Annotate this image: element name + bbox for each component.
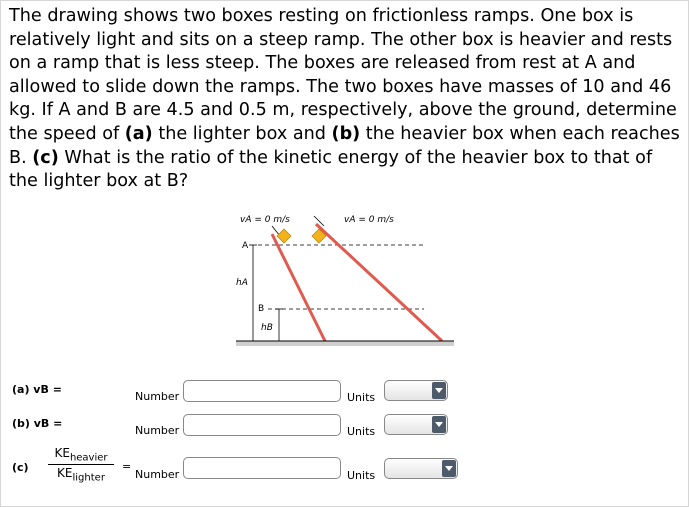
ke-num-main: KE bbox=[54, 446, 70, 460]
answer-a-units-select[interactable] bbox=[384, 380, 448, 401]
ke-ratio-numerator bbox=[48, 446, 114, 465]
chevron-down-icon[interactable] bbox=[442, 460, 456, 477]
ke-num-sub: heavier bbox=[69, 452, 108, 464]
shallow-ramp bbox=[316, 224, 442, 341]
problem-statement bbox=[9, 5, 685, 194]
problem-text-1: The drawing shows two boxes resting on frictionless ramps. One box is relatively light and sits on a steep ramp. The other box is heavier and rests on a ramp that is less steep. The boxes are released from rest at A and allowed to slide down the ramps. The two boxes have masses of 10 and 46 kg. If A and B are 4.5 and 0.5 m, respectively, above the ground, determine the speed of bbox=[9, 6, 677, 144]
label-b: B bbox=[258, 304, 265, 314]
answer-a-number-input[interactable] bbox=[183, 380, 341, 402]
label-hb: hB bbox=[261, 323, 273, 333]
answer-b-label: (b) vB = bbox=[12, 417, 63, 430]
label-a: A bbox=[242, 241, 249, 251]
answer-a-label: (a) vB = bbox=[12, 383, 62, 396]
problem-text-3: the heavier box when each reaches B. bbox=[9, 123, 680, 168]
answer-c-equals: = bbox=[122, 460, 132, 473]
problem-part-a: (a) bbox=[124, 123, 153, 144]
va-right-label: vA = 0 m/s bbox=[344, 215, 394, 225]
ke-den-main: KE bbox=[57, 466, 73, 481]
steep-ramp bbox=[272, 234, 325, 341]
problem-text-4: What is the ratio of the kinetic energy of the heavier box to that of the lighter box at B? bbox=[9, 147, 653, 192]
ke-den-sub: lighter bbox=[72, 472, 105, 484]
answer-a-units-label: Units bbox=[347, 391, 376, 404]
answer-b-number-label: Number bbox=[135, 424, 180, 437]
problem-part-b: (b) bbox=[331, 123, 361, 144]
answer-a-number-label: Number bbox=[135, 390, 180, 403]
answer-c-units-select[interactable] bbox=[384, 458, 458, 479]
problem-part-c: (c) bbox=[32, 147, 59, 168]
answer-b-units-label: Units bbox=[347, 425, 376, 438]
va-left-label: vA = 0 m/s bbox=[240, 215, 290, 225]
problem-text-2: the lighter box and bbox=[152, 123, 332, 144]
answer-b-units-select[interactable] bbox=[384, 414, 448, 435]
va-right-pointer bbox=[314, 216, 324, 226]
answer-c-label: (c) bbox=[12, 461, 29, 474]
label-ha: hA bbox=[236, 278, 248, 288]
answer-b-number-input[interactable] bbox=[183, 414, 341, 436]
answer-c-units-label: Units bbox=[347, 469, 376, 482]
ke-ratio-denominator bbox=[48, 465, 114, 483]
ke-ratio-fraction bbox=[48, 446, 114, 484]
ramps-figure bbox=[228, 208, 458, 358]
chevron-down-icon[interactable] bbox=[432, 382, 446, 399]
light-box bbox=[277, 229, 291, 243]
chevron-down-icon[interactable] bbox=[432, 416, 446, 433]
answer-c-number-input[interactable] bbox=[183, 457, 341, 479]
ground bbox=[236, 341, 454, 346]
answer-c-number-label: Number bbox=[135, 468, 180, 481]
